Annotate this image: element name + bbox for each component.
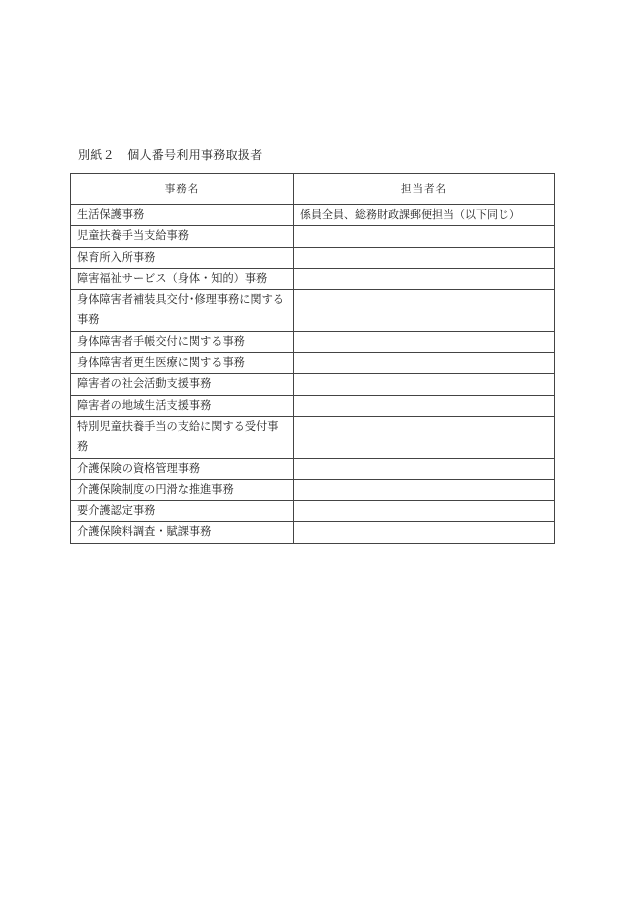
person-cell bbox=[294, 247, 555, 268]
person-cell bbox=[294, 501, 555, 522]
document-title: 別紙２ 個人番号利用事務取扱者 bbox=[78, 148, 263, 162]
table-row bbox=[71, 226, 555, 247]
person-cell bbox=[294, 416, 555, 458]
person-cell bbox=[294, 290, 555, 332]
table-row bbox=[71, 395, 555, 416]
table-row bbox=[71, 247, 555, 268]
person-cell bbox=[294, 353, 555, 374]
person-cell bbox=[294, 331, 555, 352]
person-cell bbox=[294, 395, 555, 416]
person-cell bbox=[294, 522, 555, 543]
table-header-row bbox=[71, 174, 555, 205]
task-cell: 障害福祉サービス（身体・知的）事務 bbox=[71, 268, 294, 289]
task-cell: 身体障害者更生医療に関する事務 bbox=[71, 353, 294, 374]
table-row bbox=[71, 268, 555, 289]
table-row bbox=[71, 374, 555, 395]
table-row bbox=[71, 501, 555, 522]
table-row bbox=[71, 416, 555, 458]
task-cell: 介護保険料調査・賦課事務 bbox=[71, 522, 294, 543]
task-cell: 保育所入所事務 bbox=[71, 247, 294, 268]
person-cell bbox=[294, 268, 555, 289]
person-cell: 係員全員、総務財政課郵便担当（以下同じ） bbox=[294, 205, 555, 226]
header-task-name: 事務名 bbox=[71, 174, 294, 205]
task-cell: 生活保護事務 bbox=[71, 205, 294, 226]
table-row bbox=[71, 479, 555, 500]
table-row bbox=[71, 522, 555, 543]
person-cell bbox=[294, 226, 555, 247]
person-cell bbox=[294, 479, 555, 500]
table-row bbox=[71, 353, 555, 374]
task-cell: 介護保険制度の円滑な推進事務 bbox=[71, 479, 294, 500]
task-cell: 要介護認定事務 bbox=[71, 501, 294, 522]
table-row bbox=[71, 331, 555, 352]
task-cell: 児童扶養手当支給事務 bbox=[71, 226, 294, 247]
person-cell bbox=[294, 458, 555, 479]
table-row bbox=[71, 290, 555, 332]
person-cell bbox=[294, 374, 555, 395]
task-cell: 身体障害者補装具交付･修理事務に関する事務 bbox=[71, 290, 294, 332]
table-row bbox=[71, 205, 555, 226]
task-cell: 特別児童扶養手当の支給に関する受付事務 bbox=[71, 416, 294, 458]
table-row bbox=[71, 458, 555, 479]
assignment-table bbox=[70, 173, 555, 544]
task-cell: 障害者の社会活動支援事務 bbox=[71, 374, 294, 395]
task-cell: 身体障害者手帳交付に関する事務 bbox=[71, 331, 294, 352]
header-person-name: 担当者名 bbox=[294, 174, 555, 205]
task-cell: 障害者の地域生活支援事務 bbox=[71, 395, 294, 416]
task-cell: 介護保険の資格管理事務 bbox=[71, 458, 294, 479]
